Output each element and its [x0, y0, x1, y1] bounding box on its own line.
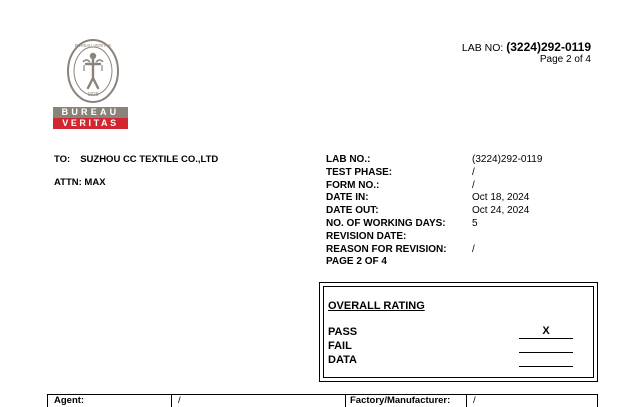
info-row	[326, 256, 542, 269]
report-info-block	[326, 154, 542, 269]
info-row	[326, 154, 542, 167]
logo-wordmark-veritas: VERITAS	[53, 118, 128, 129]
rating-label-fail: FAIL	[328, 340, 352, 352]
info-label: PAGE 2 OF 4	[326, 256, 387, 268]
factory-label: Factory/Manufacturer:	[350, 395, 451, 406]
svg-text:1828: 1828	[87, 92, 99, 98]
to-company-name: SUZHOU CC TEXTILE CO.,LTD	[80, 154, 219, 165]
info-label: TEST PHASE:	[326, 166, 393, 178]
info-row	[326, 218, 542, 231]
rating-label-data: DATA	[328, 354, 357, 366]
agent-value: /	[178, 395, 181, 406]
overall-rating-title: OVERALL RATING	[328, 300, 425, 312]
header-lab-no-value: (3224)292-0119	[506, 40, 591, 54]
bureau-veritas-seal-logo	[66, 38, 120, 104]
info-value: Oct 24, 2024	[472, 205, 530, 217]
logo-wordmark-bureau: BUREAU	[53, 107, 128, 118]
info-label: REVISION DATE:	[326, 230, 407, 242]
agent-factory-table	[47, 394, 598, 407]
info-label: NO. OF WORKING DAYS:	[326, 217, 446, 229]
info-label: DATE IN:	[326, 192, 369, 204]
rating-label-pass: PASS	[328, 326, 358, 338]
info-value: (3224)292-0119	[472, 154, 543, 165]
to-label: TO:	[54, 154, 71, 165]
overall-rating-box	[319, 282, 598, 382]
factory-value: /	[473, 395, 476, 406]
rating-mark-pass: X	[519, 325, 573, 339]
table-divider	[466, 395, 467, 407]
rating-mark-data	[519, 353, 573, 367]
header-lab-no-label: LAB NO:	[461, 42, 504, 54]
header-lab-number	[462, 40, 591, 54]
info-label: REASON FOR REVISION:	[326, 243, 447, 255]
info-row	[326, 231, 542, 244]
info-row	[326, 167, 542, 180]
recipient-attn: ATTN: MAX	[54, 177, 106, 188]
overall-rating-inner-frame	[323, 286, 594, 378]
info-row	[326, 244, 542, 257]
info-row	[326, 180, 542, 193]
info-row	[326, 205, 542, 218]
info-label: FORM NO.:	[326, 179, 380, 191]
info-value: 5	[472, 217, 478, 229]
rating-mark-fail	[519, 339, 573, 353]
info-row	[326, 192, 542, 205]
info-value: /	[472, 243, 475, 255]
table-divider	[171, 395, 172, 407]
info-label: LAB NO.:	[326, 154, 371, 165]
svg-text:BUREAU VERITAS: BUREAU VERITAS	[74, 43, 112, 48]
header-page-indicator: Page 2 of 4	[539, 54, 591, 65]
info-value: Oct 18, 2024	[472, 192, 530, 204]
info-value: /	[472, 166, 475, 178]
table-divider	[345, 395, 346, 407]
info-label: DATE OUT:	[326, 205, 379, 217]
agent-label: Agent:	[54, 395, 85, 406]
recipient-to	[54, 154, 218, 165]
info-value: /	[472, 179, 475, 191]
